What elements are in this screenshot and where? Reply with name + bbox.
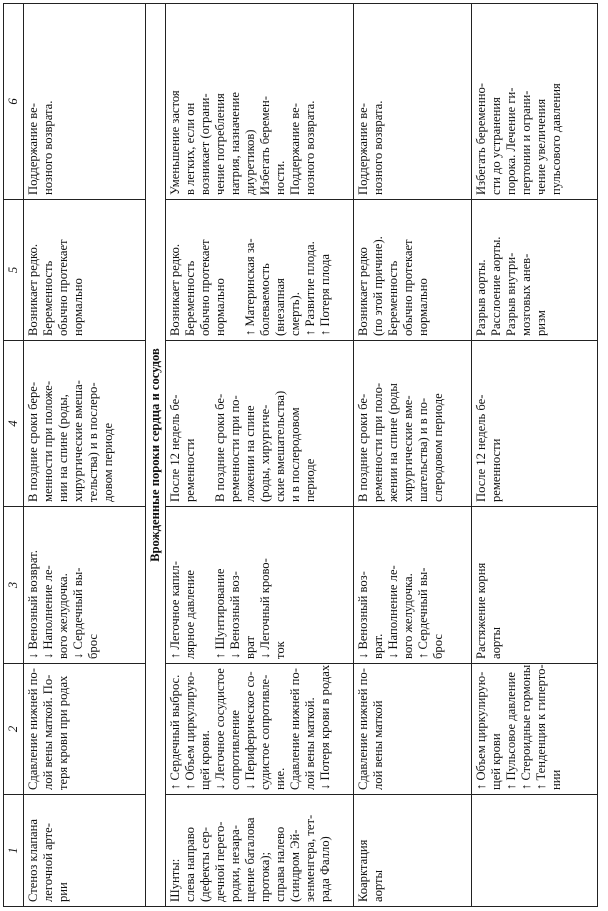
cell-line: ↑ Тенденция к гиперто- xyxy=(534,664,548,790)
cell-line: нии на спине (роды, xyxy=(56,394,70,502)
cell-line: лой вены маткой. xyxy=(303,697,317,790)
cell-line: ские вмешательства) xyxy=(273,390,287,502)
cell-line: Возникает редко. xyxy=(168,244,182,336)
cell-line: пульсового давления xyxy=(549,83,563,195)
cell-line: Расслоение аорты. xyxy=(489,236,503,336)
cell-line: порока. Лечение ги- xyxy=(504,87,518,195)
cell-line: ↑ Объем циркулирую- xyxy=(474,671,488,790)
header-cell-3: 3 xyxy=(4,507,24,664)
cell-line: ↓ Периферическое со- xyxy=(243,671,257,790)
cell-line: (роды, хирургиче- xyxy=(258,404,272,502)
cell-line: возникает (ограни- xyxy=(198,93,212,195)
cell-line: лой вены маткой xyxy=(371,700,385,790)
cell-line: В поздние сроки бере- xyxy=(26,381,40,502)
table-cell-col-3 xyxy=(472,507,598,664)
table-cell-col-6 xyxy=(166,4,354,200)
cell-line: ↑ Пульсовое давление xyxy=(504,672,518,790)
cell-line: хирургические вмеша- xyxy=(71,380,85,502)
cell-line: ложении на спине xyxy=(243,405,257,502)
cell-line: диуретиков) xyxy=(243,129,257,195)
cell-line: брос xyxy=(86,634,100,659)
cell-line: Избегать беремен- xyxy=(258,96,272,195)
cell-line xyxy=(474,798,489,902)
cell-line: ние. xyxy=(273,767,287,790)
cell-line: После 12 недель бе- xyxy=(168,394,182,502)
table-cell-col-1 xyxy=(354,795,472,907)
table-row xyxy=(354,4,472,907)
table-cell-col-6 xyxy=(472,4,598,200)
cell-line: ризм xyxy=(534,310,548,336)
cell-line: нозного возврата. xyxy=(41,100,55,195)
cell-line: ности. xyxy=(273,160,287,195)
table-cell-col-5 xyxy=(166,200,354,341)
cell-line: В поздние сроки бе- xyxy=(213,393,227,502)
cell-line xyxy=(228,203,243,336)
cell-line: судистое сопротивле- xyxy=(258,674,272,790)
header-cell-6: 6 xyxy=(4,4,24,200)
cell-line: ременности при по- xyxy=(228,395,242,502)
cell-line: вого желудочка. xyxy=(401,573,415,659)
cell-line: периоде xyxy=(303,458,317,502)
cell-line: слеродовом периоде xyxy=(431,393,445,502)
cell-line: ↑ Объем циркулирую- xyxy=(183,671,197,790)
table-cell-col-4 xyxy=(472,341,598,507)
cell-line: Беременность xyxy=(41,260,55,336)
cell-line: Разрыв внутри- xyxy=(504,252,518,336)
table-cell-col-4 xyxy=(24,341,146,507)
table-cell-col-3 xyxy=(24,507,146,664)
cell-line: болеваемость xyxy=(258,263,272,336)
header-cell-2: 2 xyxy=(4,664,24,795)
header-row xyxy=(4,4,24,907)
cell-line: ↓ Венозный возврат. xyxy=(26,550,40,659)
cell-line: (дефекты сер- xyxy=(198,827,212,902)
cell-line: обычно протекает xyxy=(198,239,212,336)
cell-line: лярное давление xyxy=(183,569,197,659)
cell-line: теря крови при родах xyxy=(56,675,70,790)
cell-line: ↑ Стероидные гормоны xyxy=(519,664,533,790)
table-cell-col-1 xyxy=(166,795,354,907)
section-row xyxy=(146,4,166,907)
table-cell-col-2 xyxy=(166,664,354,795)
cell-line: мозговых анев- xyxy=(519,253,533,336)
cell-line: брос xyxy=(431,634,445,659)
cell-line xyxy=(198,510,213,659)
cell-line: Возникает редко. xyxy=(26,244,40,336)
cell-line: Возникает редко xyxy=(356,247,370,336)
cell-line: Сдавление нижней по- xyxy=(288,668,302,790)
cell-line: Сдавление нижней по- xyxy=(26,668,40,790)
header-cell-5: 5 xyxy=(4,200,24,341)
cell-line: нормально xyxy=(416,278,430,336)
cell-line: врат xyxy=(243,635,257,659)
cell-line: протока); xyxy=(258,851,272,902)
cell-line: ↓ Легочный крово- xyxy=(258,558,272,659)
cell-line: После 12 недель бе- xyxy=(474,394,488,502)
cell-line: вого желудочка. xyxy=(56,573,70,659)
cell-line: хирургические вме- xyxy=(401,395,415,502)
table-cell-col-5 xyxy=(354,200,472,341)
cell-line: слева направо xyxy=(183,827,197,902)
cell-line: ↑ Потеря плода xyxy=(318,254,332,336)
cell-line: Поддержание ве- xyxy=(26,103,40,195)
cell-line: нозного возврата. xyxy=(371,100,385,195)
cell-line: чение потребления xyxy=(213,93,227,195)
cell-line: Уменьшение застоя xyxy=(168,90,182,195)
table-cell-col-6 xyxy=(24,4,146,200)
cell-line: зенменгера, тет- xyxy=(303,814,317,902)
table-cell-col-1 xyxy=(24,795,146,907)
cell-line: ↑ Сердечный вы- xyxy=(416,567,430,659)
cell-line: рада Фалло) xyxy=(318,836,332,902)
cell-line: Коарктация xyxy=(356,839,370,902)
cell-line: смерть). xyxy=(288,292,302,336)
cell-line: врат. xyxy=(371,633,385,659)
cell-line: ↓ Венозный воз- xyxy=(228,571,242,659)
table-cell-col-6 xyxy=(354,4,472,200)
cell-line: Беременность xyxy=(183,260,197,336)
cell-line: Сдавление нижней по- xyxy=(356,668,370,790)
cell-line: ↑ Шунтирование xyxy=(213,568,227,659)
cell-line: нормально xyxy=(213,278,227,336)
cell-line: ↑ Развитие плода. xyxy=(303,241,317,336)
cell-line: сопротивление xyxy=(228,709,242,790)
table-cell-col-1 xyxy=(472,795,598,907)
cell-line: жении на спине (роды xyxy=(386,383,400,502)
cell-line: Шунты: xyxy=(168,858,182,902)
cell-line: (синдром Эй- xyxy=(288,829,302,902)
clinical-table xyxy=(3,3,598,907)
table-row xyxy=(166,4,354,907)
cell-line: родки, незара- xyxy=(228,825,242,902)
cell-line: ↓ Наполнение ле- xyxy=(386,565,400,659)
cell-line: ток xyxy=(273,641,287,659)
table-cell-col-3 xyxy=(166,507,354,664)
table-cell-col-4 xyxy=(166,341,354,507)
cell-line: ↑ Сердечный выброс. xyxy=(168,674,182,790)
table-cell-col-5 xyxy=(24,200,146,341)
header-cell-4: 4 xyxy=(4,341,24,507)
cell-line: натрия, назначение xyxy=(228,92,242,195)
cell-line: ременности xyxy=(489,438,503,502)
cell-line: нии xyxy=(549,769,563,790)
table-cell-col-2 xyxy=(24,664,146,795)
cell-line: довом периоде xyxy=(101,422,115,502)
cell-line: ↓ Наполнение ле- xyxy=(41,565,55,659)
cell-line: ↓ Сердечный вы- xyxy=(71,567,85,659)
cell-line: лой вены маткой. По- xyxy=(41,674,55,790)
cell-line: чение увеличения xyxy=(534,98,548,195)
cell-line: ↓ Легочное сосудистое xyxy=(213,668,227,790)
cell-line: легочной арте- xyxy=(41,823,55,902)
cell-line: нормально xyxy=(71,278,85,336)
cell-line: обычно протекает xyxy=(56,239,70,336)
cell-line: менности при положе- xyxy=(41,380,55,502)
cell-line: дечной перего- xyxy=(213,821,227,902)
table-cell-col-2 xyxy=(472,664,598,795)
cell-line: щей крови. xyxy=(198,730,212,790)
cell-line: ↑ Легочное капил- xyxy=(168,561,182,659)
cell-line: сти до устранения xyxy=(489,97,503,195)
cell-line: Беременность xyxy=(386,260,400,336)
table-cell-col-2 xyxy=(354,664,472,795)
table-cell-col-4 xyxy=(354,341,472,507)
cell-line: В поздние сроки бе- xyxy=(356,393,370,502)
cell-line: ↓ Венозный воз- xyxy=(356,571,370,659)
cell-line: ↓ Потеря крови в родах xyxy=(318,664,332,790)
cell-line: Поддержание ве- xyxy=(288,103,302,195)
cell-line: ременности при поло- xyxy=(371,382,385,502)
table-cell-col-5 xyxy=(472,200,598,341)
cell-line: рии xyxy=(56,882,70,902)
table-cell-col-3 xyxy=(354,507,472,664)
cell-line: справа налево xyxy=(273,826,287,902)
cell-line: (внезапная xyxy=(273,278,287,336)
cell-line xyxy=(198,344,213,502)
cell-line: (по этой причине). xyxy=(371,236,385,336)
cell-line: ременности xyxy=(183,438,197,502)
cell-line: тельства) и в послеро- xyxy=(86,382,100,502)
cell-line: Избегать беременно- xyxy=(474,83,488,195)
cell-line: Стеноз клапана xyxy=(26,819,40,902)
header-cell-1: 1 xyxy=(4,795,24,907)
table-row xyxy=(472,4,598,907)
cell-line: Разрыв аорты. xyxy=(474,259,488,336)
cell-line: пертонии и ограни- xyxy=(519,90,533,195)
cell-line: аорты xyxy=(371,870,385,902)
cell-line: и в послеродовом xyxy=(288,407,302,502)
cell-line: аорты xyxy=(489,627,503,659)
cell-line: в легких, если он xyxy=(183,102,197,195)
cell-line: нозного возврата. xyxy=(303,100,317,195)
cell-line: щей крови xyxy=(489,733,503,790)
cell-line: щение баталова xyxy=(243,817,257,902)
table-row xyxy=(24,4,146,907)
cell-line: шательства) и в по- xyxy=(416,397,430,502)
section-title: Врожденные пороки сердца и сосудов xyxy=(146,4,166,907)
cell-line: Растяжение корня xyxy=(474,562,488,659)
cell-line: ↑ Материнская за- xyxy=(243,238,257,336)
cell-line: Поддержание ве- xyxy=(356,103,370,195)
cell-line: обычно протекает xyxy=(401,239,415,336)
